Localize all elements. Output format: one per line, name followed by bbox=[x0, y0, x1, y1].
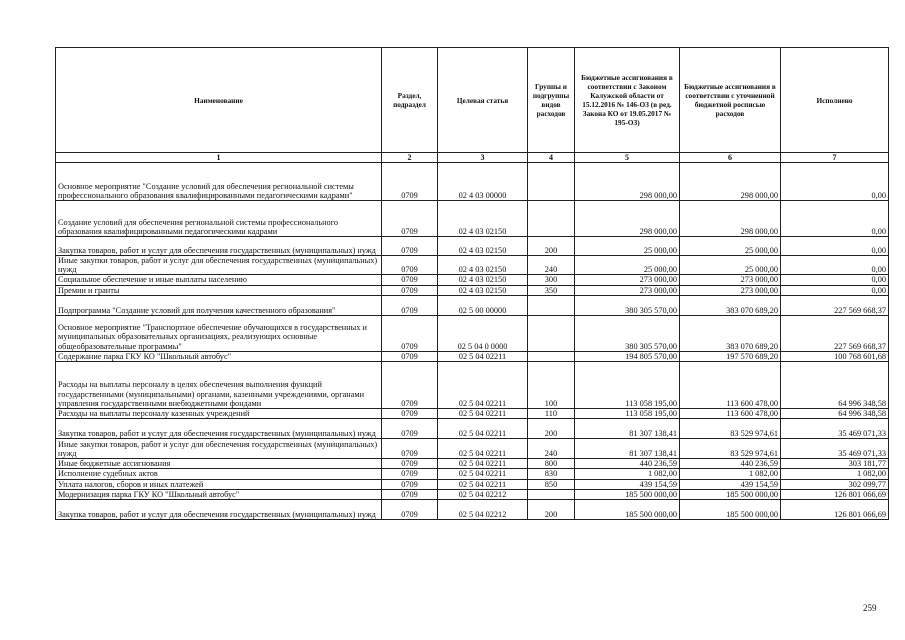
row-executed: 0,00 bbox=[781, 275, 889, 285]
header-executed: Исполнено bbox=[781, 48, 889, 153]
row-expense-group: 100 bbox=[528, 362, 575, 409]
row-refined-allocation: 273 000,00 bbox=[680, 275, 781, 285]
row-section: 0709 bbox=[382, 237, 438, 256]
row-name: Премии и гранты bbox=[56, 285, 382, 295]
row-name: Содержание парка ГКУ КО "Школьный автобус" bbox=[56, 351, 382, 361]
row-executed: 0,00 bbox=[781, 163, 889, 201]
row-section: 0709 bbox=[382, 295, 438, 315]
row-target-article: 02 5 04 02211 bbox=[438, 459, 528, 469]
row-refined-allocation: 197 570 689,20 bbox=[680, 351, 781, 361]
row-section: 0709 bbox=[382, 285, 438, 295]
row-expense-group bbox=[528, 489, 575, 499]
row-target-article: 02 5 04 02211 bbox=[438, 362, 528, 409]
row-law-allocation: 273 000,00 bbox=[575, 285, 680, 295]
row-expense-group bbox=[528, 315, 575, 351]
column-number: 5 bbox=[575, 153, 680, 163]
row-law-allocation: 113 058 195,00 bbox=[575, 409, 680, 419]
column-number: 7 bbox=[781, 153, 889, 163]
row-executed: 126 801 066,69 bbox=[781, 489, 889, 499]
row-refined-allocation: 383 070 689,20 bbox=[680, 315, 781, 351]
row-expense-group: 350 bbox=[528, 285, 575, 295]
row-target-article: 02 5 04 02211 bbox=[438, 479, 528, 489]
row-executed: 227 569 668,37 bbox=[781, 295, 889, 315]
row-expense-group bbox=[528, 351, 575, 361]
table-row bbox=[56, 469, 889, 479]
row-target-article: 02 5 04 02211 bbox=[438, 469, 528, 479]
row-law-allocation: 273 000,00 bbox=[575, 275, 680, 285]
row-section: 0709 bbox=[382, 163, 438, 201]
row-expense-group: 850 bbox=[528, 479, 575, 489]
budget-table bbox=[55, 47, 889, 520]
table-row bbox=[56, 295, 889, 315]
table-row bbox=[56, 163, 889, 201]
row-section: 0709 bbox=[382, 409, 438, 419]
row-refined-allocation: 440 236,59 bbox=[680, 459, 781, 469]
row-name: Иные закупки товаров, работ и услуг для обеспечения государственных (муниципальных) нужд bbox=[56, 439, 382, 459]
row-refined-allocation: 185 500 000,00 bbox=[680, 489, 781, 499]
row-law-allocation: 298 000,00 bbox=[575, 163, 680, 201]
row-expense-group: 110 bbox=[528, 409, 575, 419]
row-name: Иные закупки товаров, работ и услуг для обеспечения государственных (муниципальных) нужд bbox=[56, 256, 382, 275]
row-executed: 64 996 348,58 bbox=[781, 409, 889, 419]
page-number: 259 bbox=[863, 603, 877, 613]
table-row bbox=[56, 237, 889, 256]
table-row bbox=[56, 256, 889, 275]
row-executed: 35 469 071,33 bbox=[781, 419, 889, 439]
row-law-allocation: 81 307 138,41 bbox=[575, 439, 680, 459]
row-section: 0709 bbox=[382, 469, 438, 479]
row-target-article: 02 5 04 02211 bbox=[438, 351, 528, 361]
row-refined-allocation: 83 529 974,61 bbox=[680, 439, 781, 459]
row-section: 0709 bbox=[382, 479, 438, 489]
column-number: 2 bbox=[382, 153, 438, 163]
row-executed: 302 099,77 bbox=[781, 479, 889, 489]
row-target-article: 02 4 03 02150 bbox=[438, 237, 528, 256]
row-name: Социальное обеспечение и иные выплаты населению bbox=[56, 275, 382, 285]
row-target-article: 02 5 00 00000 bbox=[438, 295, 528, 315]
row-expense-group: 830 bbox=[528, 469, 575, 479]
row-law-allocation: 113 058 195,00 bbox=[575, 362, 680, 409]
table-row bbox=[56, 201, 889, 237]
row-expense-group: 800 bbox=[528, 459, 575, 469]
row-section: 0709 bbox=[382, 489, 438, 499]
row-section: 0709 bbox=[382, 459, 438, 469]
table-row bbox=[56, 489, 889, 499]
table-row bbox=[56, 275, 889, 285]
table-row bbox=[56, 409, 889, 419]
table-row bbox=[56, 285, 889, 295]
row-refined-allocation: 83 529 974,61 bbox=[680, 419, 781, 439]
row-law-allocation: 380 305 570,00 bbox=[575, 295, 680, 315]
row-refined-allocation: 25 000,00 bbox=[680, 237, 781, 256]
row-target-article: 02 4 03 02150 bbox=[438, 201, 528, 237]
row-law-allocation: 1 082,00 bbox=[575, 469, 680, 479]
row-target-article: 02 5 04 0 0000 bbox=[438, 315, 528, 351]
row-law-allocation: 440 236,59 bbox=[575, 459, 680, 469]
header-law-allocations: Бюджетные ассигнования в соответствии с Законом Калужской области от 15.12.2016 № 146-ОЗ (в ред. Закона КО от 19.05.2017 № 195-ОЗ) bbox=[575, 48, 680, 153]
row-expense-group bbox=[528, 163, 575, 201]
row-expense-group: 200 bbox=[528, 419, 575, 439]
row-section: 0709 bbox=[382, 256, 438, 275]
row-expense-group bbox=[528, 201, 575, 237]
row-executed: 0,00 bbox=[781, 237, 889, 256]
row-target-article: 02 5 04 02211 bbox=[438, 409, 528, 419]
row-section: 0709 bbox=[382, 201, 438, 237]
column-number-row bbox=[56, 153, 889, 163]
row-refined-allocation: 25 000,00 bbox=[680, 256, 781, 275]
row-refined-allocation: 185 500 000,00 bbox=[680, 500, 781, 520]
row-executed: 0,00 bbox=[781, 201, 889, 237]
row-section: 0709 bbox=[382, 419, 438, 439]
row-name: Закупка товаров, работ и услуг для обеспечения государственных (муниципальных) нужд bbox=[56, 237, 382, 256]
row-executed: 0,00 bbox=[781, 256, 889, 275]
header-section: Раздел, подраздел bbox=[382, 48, 438, 153]
header-refined-allocations: Бюджетные ассигнования в соответствии с уточненной бюджетной росписью расходов bbox=[680, 48, 781, 153]
column-number: 1 bbox=[56, 153, 382, 163]
row-refined-allocation: 1 082,00 bbox=[680, 469, 781, 479]
row-target-article: 02 5 04 02211 bbox=[438, 439, 528, 459]
row-law-allocation: 439 154,59 bbox=[575, 479, 680, 489]
row-name: Подпрограмма "Создание условий для получения качественного образования" bbox=[56, 295, 382, 315]
row-law-allocation: 380 305 570,00 bbox=[575, 315, 680, 351]
header-expense-group: Группы и подгруппы видов расходов bbox=[528, 48, 575, 153]
row-law-allocation: 25 000,00 bbox=[575, 237, 680, 256]
row-section: 0709 bbox=[382, 439, 438, 459]
header-row bbox=[56, 48, 889, 153]
row-refined-allocation: 113 600 478,00 bbox=[680, 409, 781, 419]
row-refined-allocation: 298 000,00 bbox=[680, 163, 781, 201]
row-law-allocation: 185 500 000,00 bbox=[575, 500, 680, 520]
row-target-article: 02 4 03 02150 bbox=[438, 256, 528, 275]
row-refined-allocation: 383 070 689,20 bbox=[680, 295, 781, 315]
row-section: 0709 bbox=[382, 315, 438, 351]
header-name: Наименование bbox=[56, 48, 382, 153]
row-section: 0709 bbox=[382, 362, 438, 409]
table-row bbox=[56, 500, 889, 520]
row-law-allocation: 81 307 138,41 bbox=[575, 419, 680, 439]
row-expense-group: 240 bbox=[528, 256, 575, 275]
row-target-article: 02 5 04 02212 bbox=[438, 500, 528, 520]
row-law-allocation: 185 500 000,00 bbox=[575, 489, 680, 499]
row-target-article: 02 5 04 02211 bbox=[438, 419, 528, 439]
row-name: Основное мероприятие "Создание условий для обеспечения региональной системы профессионального образования квалифицированными педагогическими кадрами" bbox=[56, 163, 382, 201]
column-number: 4 bbox=[528, 153, 575, 163]
row-name: Создание условий для обеспечения региональной системы профессионального образования квалифицированными педагогическими кадрами bbox=[56, 201, 382, 237]
row-target-article: 02 4 03 02150 bbox=[438, 285, 528, 295]
row-executed: 35 469 071,33 bbox=[781, 439, 889, 459]
row-expense-group: 200 bbox=[528, 237, 575, 256]
row-target-article: 02 5 04 02212 bbox=[438, 489, 528, 499]
row-section: 0709 bbox=[382, 351, 438, 361]
table-row bbox=[56, 439, 889, 459]
row-name: Закупка товаров, работ и услуг для обеспечения государственных (муниципальных) нужд bbox=[56, 500, 382, 520]
row-law-allocation: 194 805 570,00 bbox=[575, 351, 680, 361]
row-expense-group: 200 bbox=[528, 500, 575, 520]
row-target-article: 02 4 03 02150 bbox=[438, 275, 528, 285]
row-section: 0709 bbox=[382, 275, 438, 285]
row-name: Основное мероприятие "Транспортное обеспечение обучающихся в государственных и муниципальных образовательных организациях, реализующих основные общеобразовательные программы" bbox=[56, 315, 382, 351]
row-name: Уплата налогов, сборов и иных платежей bbox=[56, 479, 382, 489]
table-row bbox=[56, 459, 889, 469]
row-name: Иные бюджетные ассигнования bbox=[56, 459, 382, 469]
row-law-allocation: 25 000,00 bbox=[575, 256, 680, 275]
row-executed: 0,00 bbox=[781, 285, 889, 295]
row-expense-group: 240 bbox=[528, 439, 575, 459]
row-name: Расходы на выплаты персоналу казенных учреждений bbox=[56, 409, 382, 419]
row-executed: 126 801 066,69 bbox=[781, 500, 889, 520]
table-row bbox=[56, 419, 889, 439]
row-executed: 1 082,00 bbox=[781, 469, 889, 479]
row-name: Закупка товаров, работ и услуг для обеспечения государственных (муниципальных) нужд bbox=[56, 419, 382, 439]
table-row bbox=[56, 362, 889, 409]
row-refined-allocation: 113 600 478,00 bbox=[680, 362, 781, 409]
row-name: Модернизация парка ГКУ КО "Школьный автобус" bbox=[56, 489, 382, 499]
table-row bbox=[56, 351, 889, 361]
column-number: 6 bbox=[680, 153, 781, 163]
row-executed: 227 569 668,37 bbox=[781, 315, 889, 351]
column-number: 3 bbox=[438, 153, 528, 163]
row-law-allocation: 298 000,00 bbox=[575, 201, 680, 237]
row-refined-allocation: 298 000,00 bbox=[680, 201, 781, 237]
row-name: Расходы на выплаты персоналу в целях обеспечения выполнения функций государственными (муниципальными) органами, казенными учреждениями, органами управления государственными внебюджетными фондами bbox=[56, 362, 382, 409]
row-target-article: 02 4 03 00000 bbox=[438, 163, 528, 201]
row-executed: 64 996 348,58 bbox=[781, 362, 889, 409]
row-name: Исполнение судебных актов bbox=[56, 469, 382, 479]
table-row bbox=[56, 315, 889, 351]
row-refined-allocation: 273 000,00 bbox=[680, 285, 781, 295]
table-body bbox=[56, 163, 889, 520]
table-row bbox=[56, 479, 889, 489]
row-expense-group bbox=[528, 295, 575, 315]
header-article: Целевая статья bbox=[438, 48, 528, 153]
row-section: 0709 bbox=[382, 500, 438, 520]
row-expense-group: 300 bbox=[528, 275, 575, 285]
row-executed: 303 181,77 bbox=[781, 459, 889, 469]
row-refined-allocation: 439 154,59 bbox=[680, 479, 781, 489]
row-executed: 100 768 601,68 bbox=[781, 351, 889, 361]
